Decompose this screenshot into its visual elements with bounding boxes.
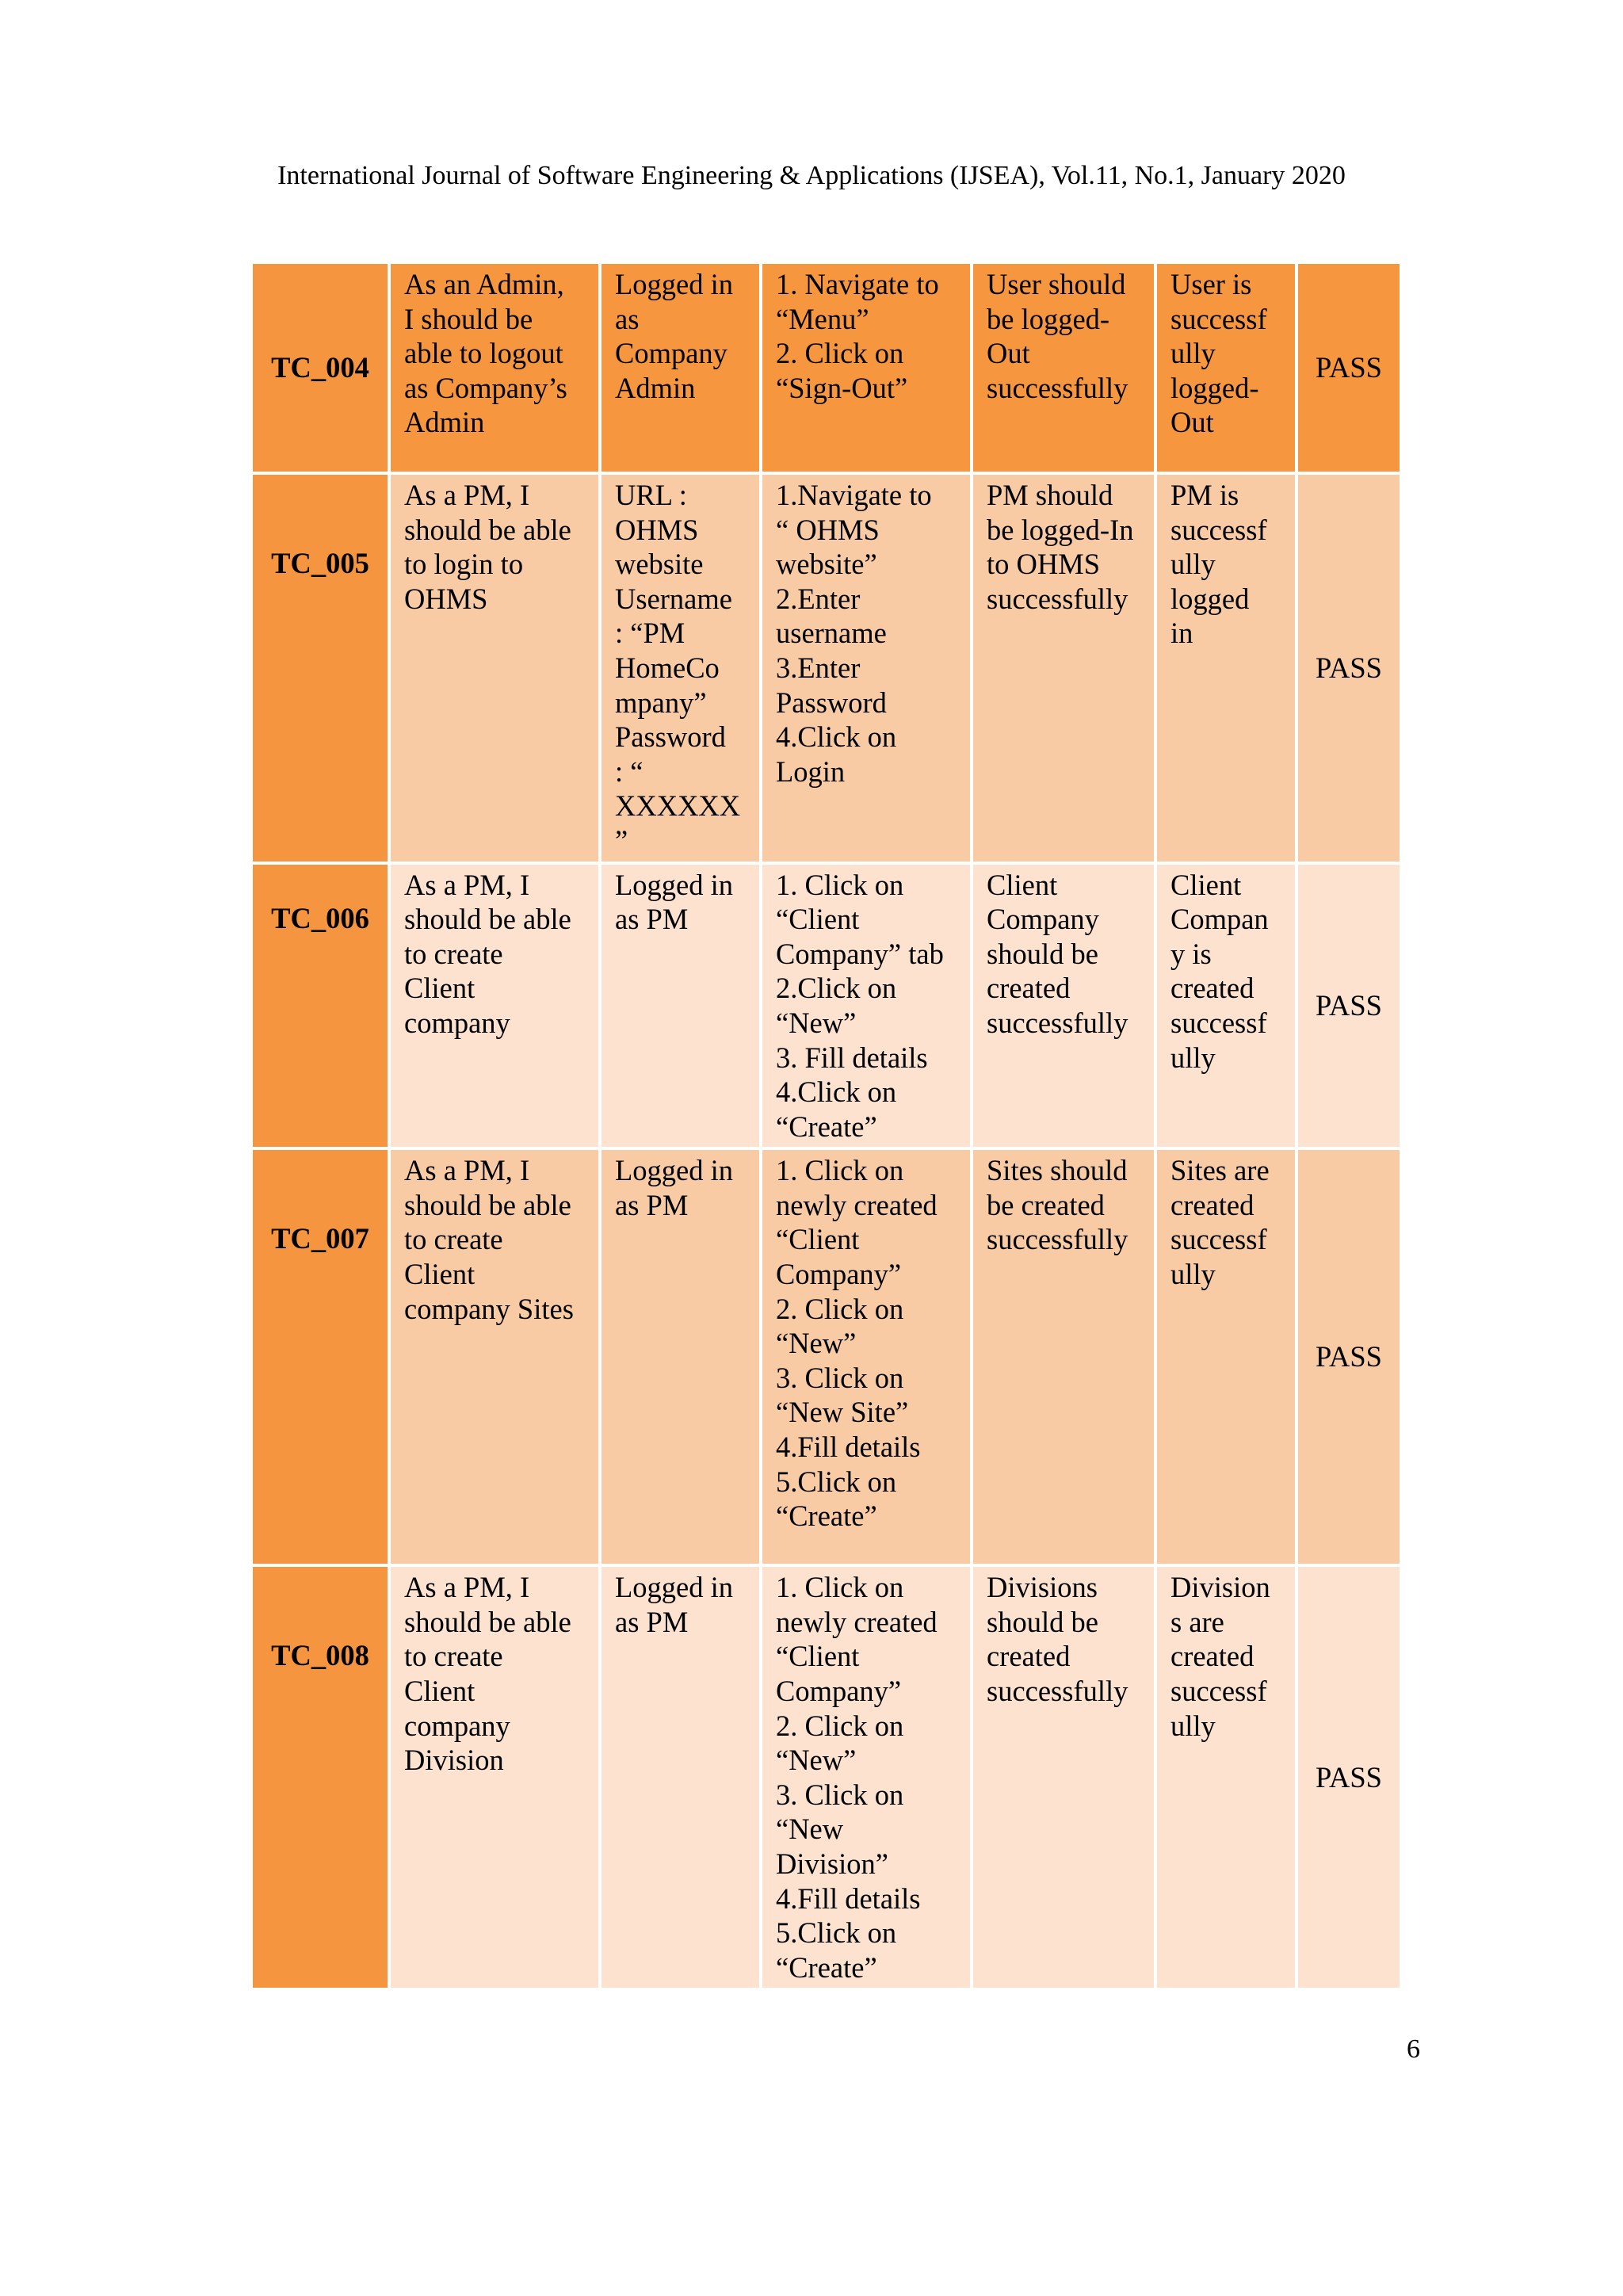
description-cell <box>391 475 598 865</box>
steps-cell <box>762 865 970 1151</box>
description-text: As a PM, I should be able to login to OHMS <box>404 479 571 615</box>
description-cell <box>391 1567 598 1991</box>
description-text: As a PM, I should be able to create Client company Sites <box>404 1154 574 1325</box>
table-row <box>253 1567 1400 1991</box>
expected-text: Client Company should be created successfully <box>987 868 1128 1039</box>
actual-cell <box>1157 865 1295 1151</box>
steps-text: 1. Click on newly created “Client Company” 2. Click on “New” 3. Click on “New Division” 4.Fill details 5.Click on “Create” <box>776 1571 938 1984</box>
steps-text: 1. Click on newly created “Client Company” 2. Click on “New” 3. Click on “New Site” 4.Fill details 5.Click on “Create” <box>776 1154 938 1533</box>
result-cell: PASS <box>1298 1567 1400 1991</box>
actual-text: Client Compan y is created successf ully <box>1170 868 1269 1074</box>
page-number: 6 <box>1407 2034 1420 2064</box>
test-case-table <box>250 264 1403 1991</box>
actual-text: Division s are created successf ully <box>1170 1571 1270 1742</box>
actual-cell <box>1157 475 1295 865</box>
steps-text: 1.Navigate to “ OHMS website” 2.Enter username 3.Enter Password 4.Click on Login <box>776 479 932 788</box>
precondition-cell <box>601 1567 759 1991</box>
test-case-id: TC_006 <box>253 865 388 1151</box>
precondition-cell <box>601 264 759 475</box>
precondition-text: Logged in as PM <box>615 868 734 936</box>
actual-text: User is successf ully logged- Out <box>1170 268 1267 439</box>
result-cell: PASS <box>1298 865 1400 1151</box>
expected-cell <box>973 475 1154 865</box>
description-text: As a PM, I should be able to create Client company Division <box>404 1571 571 1777</box>
precondition-cell <box>601 865 759 1151</box>
test-case-id: TC_004 <box>253 264 388 475</box>
description-cell <box>391 264 598 475</box>
expected-text: Sites should be created successfully <box>987 1154 1128 1256</box>
precondition-text: Logged in as Company Admin <box>615 268 734 404</box>
test-case-id: TC_005 <box>253 475 388 865</box>
actual-cell <box>1157 1150 1295 1567</box>
precondition-text: URL : OHMS website Username : “PM HomeCo mpany” Password : “ XXXXXX ” <box>615 479 741 857</box>
steps-cell <box>762 1567 970 1991</box>
expected-cell <box>973 1567 1154 1991</box>
description-cell <box>391 1150 598 1567</box>
expected-text: Divisions should be created successfully <box>987 1571 1128 1708</box>
expected-text: PM should be logged-In to OHMS successfully <box>987 479 1134 615</box>
expected-cell <box>973 264 1154 475</box>
actual-text: Sites are created successf ully <box>1170 1154 1270 1291</box>
description-text: As a PM, I should be able to create Client company <box>404 868 571 1039</box>
result-cell: PASS <box>1298 264 1400 475</box>
description-text: As an Admin, I should be able to logout as Company’s Admin <box>404 268 567 439</box>
steps-text: 1. Click on “Client Company” tab 2.Click on “New” 3. Fill details 4.Click on “Create” <box>776 868 944 1143</box>
result-cell: PASS <box>1298 475 1400 865</box>
test-case-id: TC_008 <box>253 1567 388 1991</box>
table-row <box>253 475 1400 865</box>
table-row <box>253 264 1400 475</box>
steps-cell <box>762 475 970 865</box>
expected-text: User should be logged- Out successfully <box>987 268 1128 404</box>
actual-cell <box>1157 264 1295 475</box>
table-row <box>253 1150 1400 1567</box>
steps-cell <box>762 264 970 475</box>
steps-text: 1. Navigate to “Menu” 2. Click on “Sign-Out” <box>776 268 939 404</box>
actual-text: PM is successf ully logged in <box>1170 479 1267 650</box>
result-cell: PASS <box>1298 1150 1400 1567</box>
precondition-cell <box>601 475 759 865</box>
precondition-cell <box>601 1150 759 1567</box>
running-head: International Journal of Software Engineering & Applications (IJSEA), Vol.11, No.1, January 2020 <box>277 161 1346 190</box>
actual-cell <box>1157 1567 1295 1991</box>
precondition-text: Logged in as PM <box>615 1154 734 1221</box>
expected-cell <box>973 1150 1154 1567</box>
expected-cell <box>973 865 1154 1151</box>
test-case-id: TC_007 <box>253 1150 388 1567</box>
steps-cell <box>762 1150 970 1567</box>
precondition-text: Logged in as PM <box>615 1571 734 1638</box>
table-row <box>253 865 1400 1151</box>
description-cell <box>391 865 598 1151</box>
